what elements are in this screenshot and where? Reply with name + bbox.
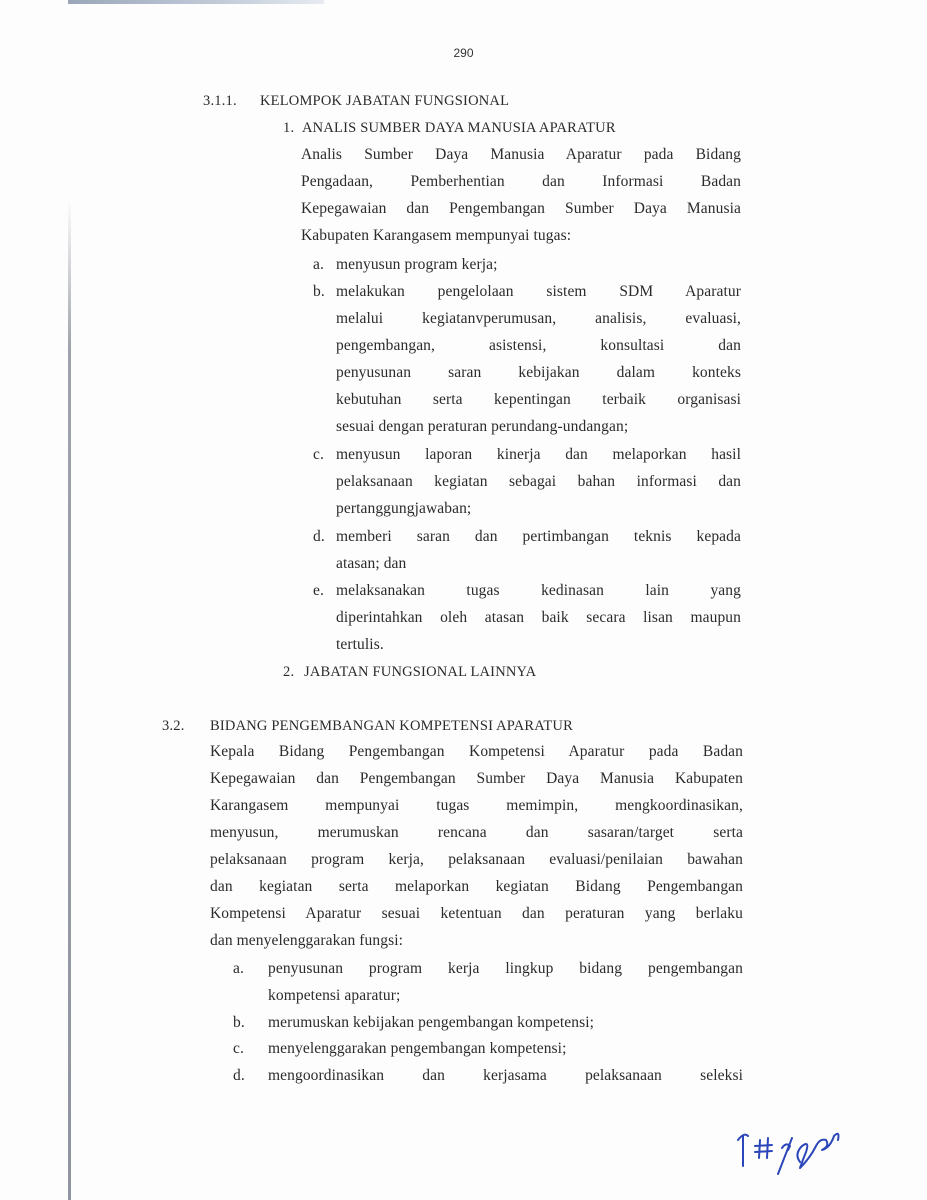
list-marker: a. [313, 256, 324, 273]
paragraph-line: Analis Sumber Daya Manusia Aparatur pada Bidang [301, 146, 741, 163]
scan-top-edge [68, 0, 324, 4]
section-title: BIDANG PENGEMBANGAN KOMPETENSI APARATUR [210, 718, 573, 734]
list-item: atasan; dan [336, 555, 407, 572]
paragraph-line: pelaksanaan program kerja, pelaksanaan evaluasi/penilaian bawahan [210, 851, 743, 868]
item-number: 1. [283, 120, 295, 136]
list-marker: c. [313, 446, 324, 463]
list-item: pelaksanaan kegiatan sebagai bahan informasi dan [336, 473, 741, 490]
paragraph-line: dan kegiatan serta melaporkan kegiatan Bidang Pengembangan [210, 878, 743, 895]
paragraph-line: Kompetensi Aparatur sesuai ketentuan dan peraturan yang berlaku [210, 905, 743, 922]
section-number: 3.1.1. [203, 93, 237, 109]
list-marker: b. [233, 1014, 245, 1031]
list-marker: b. [313, 283, 325, 300]
list-item: tertulis. [336, 636, 384, 653]
list-item: menyelenggarakan pengembangan kompetensi; [268, 1040, 567, 1057]
list-item: kebutuhan serta kepentingan terbaik organisasi [336, 391, 741, 408]
list-item: menyusun program kerja; [336, 256, 498, 273]
list-item: mengoordinasikan dan kerjasama pelaksanaan seleksi [268, 1067, 743, 1084]
list-marker: a. [233, 960, 244, 977]
paragraph-line: Karangasem mempunyai tugas memimpin, mengkoordinasikan, [210, 797, 743, 814]
page-number: 290 [453, 46, 474, 60]
paragraph-line: Kepegawaian dan Pengembangan Sumber Daya Manusia [301, 200, 741, 217]
list-marker: d. [233, 1067, 245, 1084]
list-item: diperintahkan oleh atasan baik secara lisan maupun [336, 609, 741, 626]
item-number: 2. [283, 664, 295, 680]
item-title: JABATAN FUNGSIONAL LAINNYA [304, 664, 537, 680]
list-item: pertanggungjawaban; [336, 500, 472, 517]
item-title: ANALIS SUMBER DAYA MANUSIA APARATUR [302, 120, 616, 136]
list-item: kompetensi aparatur; [268, 987, 401, 1004]
list-marker: d. [313, 528, 325, 545]
list-item: pengembangan, asistensi, konsultasi dan [336, 337, 741, 354]
section-title: KELOMPOK JABATAN FUNGSIONAL [260, 93, 510, 109]
paragraph-line: Kabupaten Karangasem mempunyai tugas: [301, 227, 572, 244]
handwritten-initials-icon [730, 1118, 850, 1178]
list-item: penyusunan saran kebijakan dalam konteks [336, 364, 741, 381]
list-item: melakukan pengelolaan sistem SDM Aparatur [336, 283, 741, 300]
list-marker: e. [313, 582, 324, 599]
list-marker: c. [233, 1040, 244, 1057]
paragraph-line: Pengadaan, Pemberhentian dan Informasi Badan [301, 173, 741, 190]
paragraph-line: dan menyelenggarakan fungsi: [210, 932, 404, 949]
scan-left-edge [68, 200, 71, 1200]
paragraph-line: Kepegawaian dan Pengembangan Sumber Daya Manusia Kabupaten [210, 770, 743, 787]
list-item: sesuai dengan peraturan perundang-undangan; [336, 418, 629, 435]
list-item: melaksanakan tugas kedinasan lain yang [336, 582, 741, 599]
paragraph-line: Kepala Bidang Pengembangan Kompetensi Aparatur pada Badan [210, 743, 743, 760]
paragraph-line: menyusun, merumuskan rencana dan sasaran/target serta [210, 824, 743, 841]
list-item: penyusunan program kerja lingkup bidang pengembangan [268, 960, 743, 977]
list-item: melalui kegiatanvperumusan, analisis, evaluasi, [336, 310, 741, 327]
list-item: menyusun laporan kinerja dan melaporkan hasil [336, 446, 741, 463]
section-number: 3.2. [162, 718, 185, 734]
list-item: memberi saran dan pertimbangan teknis kepada [336, 528, 741, 545]
list-item: merumuskan kebijakan pengembangan kompetensi; [268, 1014, 595, 1031]
